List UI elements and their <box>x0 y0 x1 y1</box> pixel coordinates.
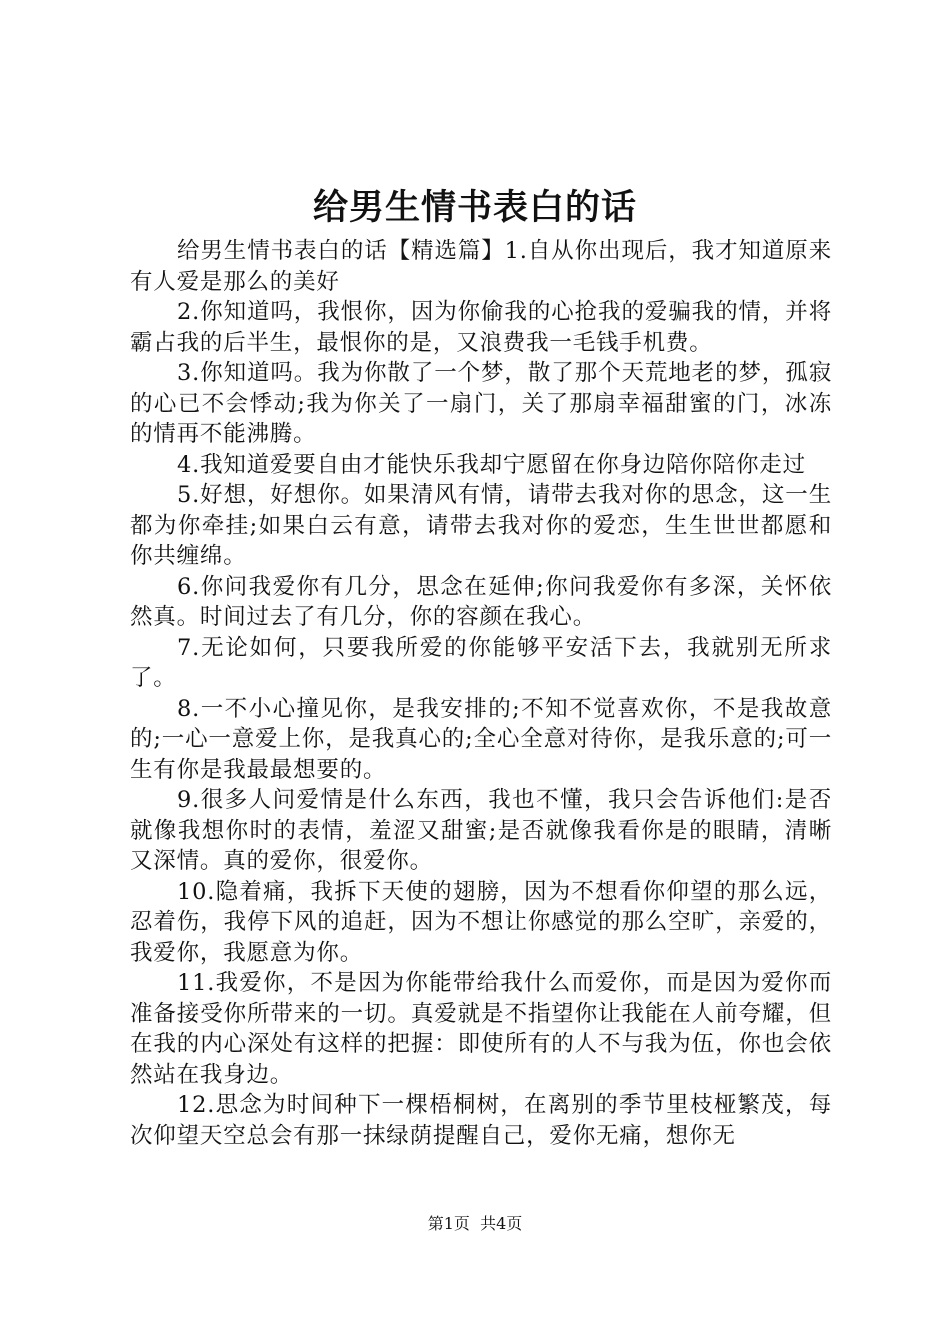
document-title: 给男生情书表白的话 <box>312 187 637 228</box>
page-total: 共4页 <box>480 1214 523 1233</box>
paragraph: 9.很多人问爱情是什么东西，我也不懂，我只会告诉他们:是否就像我想你时的表情，羞涩又甜蜜;是否就像我看你是的眼睛，清晰又深情。真的爱你，很爱你。 <box>130 787 832 874</box>
document-body <box>130 236 832 1151</box>
paragraph: 4.我知道爱要自由才能快乐我却宁愿留在你身边陪你陪你走过 <box>177 451 806 478</box>
paragraph: 3.你知道吗。我为你散了一个梦，散了那个天荒地老的梦，孤寂的心已不会悸动;我为你关了一扇门，关了那扇幸福甜蜜的门，冰冻的情再不能沸腾。 <box>130 360 832 447</box>
paragraph: 11.我爱你，不是因为你能带给我什么而爱你，而是因为爱你而准备接受你所带来的一切。真爱就是不指望你让我能在人前夸耀，但在我的内心深处有这样的把握：即使所有的人不与我为伍，你也会依然站在我身边。 <box>130 970 832 1088</box>
paragraph: 5.好想，好想你。如果清风有情，请带去我对你的思念，这一生都为你牵挂;如果白云有意，请带去我对你的爱恋，生生世世都愿和你共缠绵。 <box>130 482 832 569</box>
paragraph: 10.隐着痛，我拆下天使的翅膀，因为不想看你仰望的那么远，忍着伤，我停下风的追赶，因为不想让你感觉的那么空旷，亲爱的，我爱你，我愿意为你。 <box>130 878 832 966</box>
page-number: 第1页 <box>427 1214 470 1233</box>
paragraph: 7.无论如何，只要我所爱的你能够平安活下去，我就别无所求了。 <box>130 634 832 691</box>
paragraph: 8.一不小心撞见你，是我安排的;不知不觉喜欢你，不是我故意的;一心一意爱上你，是我真心的;全心全意对待你，是我乐意的;可一生有你是我最最想要的。 <box>130 695 832 783</box>
page-footer <box>0 1212 950 1236</box>
paragraph: 2.你知道吗，我恨你，因为你偷我的心抢我的爱骗我的情，并将霸占我的后半生，最恨你的是，又浪费我一毛钱手机费。 <box>130 299 832 356</box>
paragraph: 12.思念为时间种下一棵梧桐树，在离别的季节里枝桠繁茂，每次仰望天空总会有那一抹绿荫提醒自己，爱你无痛，想你无 <box>130 1092 832 1149</box>
paragraph: 6.你问我爱你有几分，思念在延伸;你问我爱你有多深，关怀依然真。时间过去了有几分，你的容颜在我心。 <box>130 573 832 630</box>
paragraph: 给男生情书表白的话【精选篇】1.自从你出现后，我才知道原来有人爱是那么的美好 <box>130 238 832 295</box>
